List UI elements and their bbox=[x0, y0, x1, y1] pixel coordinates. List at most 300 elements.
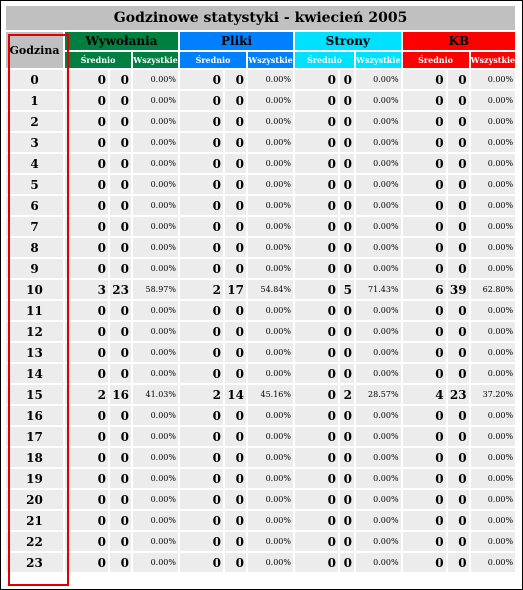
kb-percent-cell: 0.00% bbox=[471, 259, 516, 278]
page-title: Godzinowe statystyki - kwiecień 2005 bbox=[6, 6, 515, 30]
kb-percent-cell: 0.00% bbox=[471, 343, 516, 362]
strony-avg-cell: 0 bbox=[295, 70, 338, 89]
strony-avg-cell: 0 bbox=[295, 238, 338, 257]
wywolania-avg-cell: 0 bbox=[65, 490, 108, 509]
wywolania-avg-cell: 0 bbox=[65, 196, 108, 215]
table-row bbox=[6, 448, 515, 467]
wywolania-percent-cell: 0.00% bbox=[133, 301, 178, 320]
kb-total-cell: 0 bbox=[448, 448, 469, 467]
strony-avg-cell: 0 bbox=[295, 511, 338, 530]
kb-total-cell: 23 bbox=[448, 385, 469, 404]
strony-avg-cell: 0 bbox=[295, 427, 338, 446]
strony-percent-cell: 0.00% bbox=[356, 259, 401, 278]
kb-total-cell: 0 bbox=[448, 553, 469, 572]
table-row bbox=[6, 343, 515, 362]
pliki-total-cell: 0 bbox=[225, 154, 246, 173]
hour-cell: 17 bbox=[6, 427, 63, 446]
hour-cell: 11 bbox=[6, 301, 63, 320]
kb-percent-cell: 0.00% bbox=[471, 91, 516, 110]
strony-avg-cell: 0 bbox=[295, 490, 338, 509]
wywolania-total-cell: 0 bbox=[110, 322, 131, 341]
wywolania-avg-cell: 0 bbox=[65, 553, 108, 572]
wywolania-total-cell: 16 bbox=[110, 385, 131, 404]
kb-percent-cell: 0.00% bbox=[471, 238, 516, 257]
strony-percent-cell: 28.57% bbox=[356, 385, 401, 404]
kb-percent-cell: 0.00% bbox=[471, 427, 516, 446]
wywolania-avg-cell: 0 bbox=[65, 91, 108, 110]
table-row bbox=[6, 217, 515, 236]
pliki-total-cell: 0 bbox=[225, 259, 246, 278]
hour-cell: 15 bbox=[6, 385, 63, 404]
strony-total-cell: 0 bbox=[340, 364, 354, 383]
kb-percent-cell: 0.00% bbox=[471, 469, 516, 488]
wywolania-percent-cell: 0.00% bbox=[133, 259, 178, 278]
wywolania-avg-cell: 0 bbox=[65, 469, 108, 488]
kb-percent-cell: 0.00% bbox=[471, 175, 516, 194]
kb-total-cell: 0 bbox=[448, 133, 469, 152]
wywolania-avg-cell: 0 bbox=[65, 259, 108, 278]
hour-cell: 16 bbox=[6, 406, 63, 425]
hour-cell: 12 bbox=[6, 322, 63, 341]
wywolania-percent-cell: 58.97% bbox=[133, 280, 178, 299]
hour-cell: 21 bbox=[6, 511, 63, 530]
wywolania-avg-cell: 0 bbox=[65, 532, 108, 551]
strony-avg-cell: 0 bbox=[295, 301, 338, 320]
pliki-percent-cell: 0.00% bbox=[248, 175, 293, 194]
pliki-total-cell: 14 bbox=[225, 385, 246, 404]
table-row bbox=[6, 490, 515, 509]
kb-avg-cell: 0 bbox=[403, 322, 446, 341]
kb-total-cell: 0 bbox=[448, 469, 469, 488]
kb-total-cell: 0 bbox=[448, 112, 469, 131]
hour-cell: 3 bbox=[6, 133, 63, 152]
strony-total-cell: 0 bbox=[340, 406, 354, 425]
kb-percent-cell: 0.00% bbox=[471, 70, 516, 89]
subheader-all-kb: Wszystkie bbox=[471, 52, 516, 68]
strony-percent-cell: 0.00% bbox=[356, 154, 401, 173]
strony-avg-cell: 0 bbox=[295, 343, 338, 362]
pliki-percent-cell: 0.00% bbox=[248, 322, 293, 341]
pliki-percent-cell: 0.00% bbox=[248, 259, 293, 278]
pliki-avg-cell: 0 bbox=[180, 133, 223, 152]
pliki-percent-cell: 0.00% bbox=[248, 133, 293, 152]
strony-avg-cell: 0 bbox=[295, 280, 338, 299]
table-row bbox=[6, 406, 515, 425]
pliki-total-cell: 0 bbox=[225, 490, 246, 509]
strony-percent-cell: 0.00% bbox=[356, 238, 401, 257]
strony-avg-cell: 0 bbox=[295, 553, 338, 572]
kb-percent-cell: 62.80% bbox=[471, 280, 516, 299]
hour-cell: 20 bbox=[6, 490, 63, 509]
strony-percent-cell: 0.00% bbox=[356, 427, 401, 446]
wywolania-avg-cell: 2 bbox=[65, 385, 108, 404]
table-row bbox=[6, 70, 515, 89]
kb-total-cell: 0 bbox=[448, 490, 469, 509]
subheader-all-wywolania: Wszystkie bbox=[133, 52, 178, 68]
strony-total-cell: 0 bbox=[340, 532, 354, 551]
strony-percent-cell: 0.00% bbox=[356, 133, 401, 152]
pliki-percent-cell: 0.00% bbox=[248, 238, 293, 257]
kb-avg-cell: 0 bbox=[403, 133, 446, 152]
kb-avg-cell: 0 bbox=[403, 490, 446, 509]
group-header-pliki: Pliki bbox=[180, 32, 293, 50]
wywolania-total-cell: 23 bbox=[110, 280, 131, 299]
table-row bbox=[6, 154, 515, 173]
pliki-total-cell: 0 bbox=[225, 133, 246, 152]
kb-avg-cell: 0 bbox=[403, 238, 446, 257]
wywolania-percent-cell: 0.00% bbox=[133, 427, 178, 446]
kb-total-cell: 0 bbox=[448, 406, 469, 425]
pliki-percent-cell: 0.00% bbox=[248, 154, 293, 173]
kb-percent-cell: 0.00% bbox=[471, 112, 516, 131]
wywolania-total-cell: 0 bbox=[110, 553, 131, 572]
pliki-avg-cell: 0 bbox=[180, 175, 223, 194]
kb-total-cell: 39 bbox=[448, 280, 469, 299]
kb-percent-cell: 0.00% bbox=[471, 364, 516, 383]
kb-total-cell: 0 bbox=[448, 259, 469, 278]
kb-percent-cell: 37.20% bbox=[471, 385, 516, 404]
pliki-avg-cell: 0 bbox=[180, 91, 223, 110]
subheader-all-pliki: Wszystkie bbox=[248, 52, 293, 68]
strony-avg-cell: 0 bbox=[295, 322, 338, 341]
wywolania-total-cell: 0 bbox=[110, 490, 131, 509]
pliki-percent-cell: 0.00% bbox=[248, 511, 293, 530]
group-header-wywolania: Wywołania bbox=[65, 32, 178, 50]
pliki-total-cell: 0 bbox=[225, 343, 246, 362]
hour-cell: 19 bbox=[6, 469, 63, 488]
kb-total-cell: 0 bbox=[448, 238, 469, 257]
kb-avg-cell: 0 bbox=[403, 532, 446, 551]
pliki-total-cell: 0 bbox=[225, 175, 246, 194]
pliki-avg-cell: 0 bbox=[180, 511, 223, 530]
pliki-avg-cell: 0 bbox=[180, 490, 223, 509]
strony-percent-cell: 0.00% bbox=[356, 511, 401, 530]
wywolania-avg-cell: 0 bbox=[65, 364, 108, 383]
wywolania-percent-cell: 0.00% bbox=[133, 553, 178, 572]
hour-cell: 14 bbox=[6, 364, 63, 383]
wywolania-total-cell: 0 bbox=[110, 133, 131, 152]
table-row bbox=[6, 553, 515, 572]
wywolania-total-cell: 0 bbox=[110, 154, 131, 173]
wywolania-total-cell: 0 bbox=[110, 448, 131, 467]
kb-avg-cell: 0 bbox=[403, 364, 446, 383]
kb-avg-cell: 0 bbox=[403, 343, 446, 362]
kb-avg-cell: 0 bbox=[403, 469, 446, 488]
kb-avg-cell: 0 bbox=[403, 406, 446, 425]
pliki-total-cell: 0 bbox=[225, 301, 246, 320]
wywolania-total-cell: 0 bbox=[110, 238, 131, 257]
strony-total-cell: 0 bbox=[340, 175, 354, 194]
group-header-strony: Strony bbox=[295, 32, 401, 50]
kb-total-cell: 0 bbox=[448, 364, 469, 383]
strony-total-cell: 0 bbox=[340, 70, 354, 89]
subheader-all-strony: Wszystkie bbox=[356, 52, 401, 68]
strony-percent-cell: 0.00% bbox=[356, 196, 401, 215]
pliki-total-cell: 0 bbox=[225, 217, 246, 236]
strony-percent-cell: 0.00% bbox=[356, 91, 401, 110]
pliki-avg-cell: 0 bbox=[180, 532, 223, 551]
pliki-percent-cell: 45.16% bbox=[248, 385, 293, 404]
strony-avg-cell: 0 bbox=[295, 154, 338, 173]
wywolania-total-cell: 0 bbox=[110, 70, 131, 89]
subheader-avg-pliki: Średnio bbox=[180, 52, 246, 68]
kb-percent-cell: 0.00% bbox=[471, 448, 516, 467]
hourly-stats-table bbox=[4, 4, 517, 574]
strony-percent-cell: 0.00% bbox=[356, 301, 401, 320]
kb-avg-cell: 6 bbox=[403, 280, 446, 299]
wywolania-total-cell: 0 bbox=[110, 301, 131, 320]
strony-avg-cell: 0 bbox=[295, 217, 338, 236]
strony-percent-cell: 0.00% bbox=[356, 469, 401, 488]
kb-total-cell: 0 bbox=[448, 532, 469, 551]
pliki-total-cell: 0 bbox=[225, 238, 246, 257]
wywolania-avg-cell: 0 bbox=[65, 448, 108, 467]
kb-percent-cell: 0.00% bbox=[471, 511, 516, 530]
strony-percent-cell: 0.00% bbox=[356, 364, 401, 383]
group-header-kb: KB bbox=[403, 32, 516, 50]
hour-cell: 8 bbox=[6, 238, 63, 257]
pliki-percent-cell: 0.00% bbox=[248, 196, 293, 215]
strony-total-cell: 0 bbox=[340, 490, 354, 509]
pliki-percent-cell: 54.84% bbox=[248, 280, 293, 299]
hour-cell: 2 bbox=[6, 112, 63, 131]
table-row bbox=[6, 196, 515, 215]
strony-percent-cell: 71.43% bbox=[356, 280, 401, 299]
subheader-avg-strony: Średnio bbox=[295, 52, 354, 68]
pliki-total-cell: 0 bbox=[225, 427, 246, 446]
kb-avg-cell: 0 bbox=[403, 301, 446, 320]
wywolania-total-cell: 0 bbox=[110, 343, 131, 362]
kb-total-cell: 0 bbox=[448, 175, 469, 194]
pliki-total-cell: 0 bbox=[225, 322, 246, 341]
pliki-avg-cell: 0 bbox=[180, 154, 223, 173]
wywolania-total-cell: 0 bbox=[110, 112, 131, 131]
pliki-percent-cell: 0.00% bbox=[248, 364, 293, 383]
kb-total-cell: 0 bbox=[448, 217, 469, 236]
strony-avg-cell: 0 bbox=[295, 406, 338, 425]
kb-avg-cell: 0 bbox=[403, 259, 446, 278]
kb-avg-cell: 0 bbox=[403, 196, 446, 215]
kb-total-cell: 0 bbox=[448, 343, 469, 362]
kb-avg-cell: 0 bbox=[403, 112, 446, 131]
strony-total-cell: 0 bbox=[340, 154, 354, 173]
wywolania-total-cell: 0 bbox=[110, 406, 131, 425]
kb-total-cell: 0 bbox=[448, 154, 469, 173]
strony-total-cell: 0 bbox=[340, 133, 354, 152]
pliki-percent-cell: 0.00% bbox=[248, 301, 293, 320]
strony-percent-cell: 0.00% bbox=[356, 532, 401, 551]
wywolania-percent-cell: 0.00% bbox=[133, 343, 178, 362]
pliki-total-cell: 0 bbox=[225, 364, 246, 383]
wywolania-percent-cell: 0.00% bbox=[133, 406, 178, 425]
strony-avg-cell: 0 bbox=[295, 133, 338, 152]
table-row bbox=[6, 133, 515, 152]
wywolania-avg-cell: 0 bbox=[65, 301, 108, 320]
pliki-total-cell: 0 bbox=[225, 511, 246, 530]
wywolania-total-cell: 0 bbox=[110, 427, 131, 446]
pliki-total-cell: 0 bbox=[225, 448, 246, 467]
table-row bbox=[6, 238, 515, 257]
wywolania-percent-cell: 0.00% bbox=[133, 133, 178, 152]
strony-percent-cell: 0.00% bbox=[356, 553, 401, 572]
strony-avg-cell: 0 bbox=[295, 532, 338, 551]
hour-cell: 4 bbox=[6, 154, 63, 173]
kb-total-cell: 0 bbox=[448, 322, 469, 341]
kb-avg-cell: 0 bbox=[403, 154, 446, 173]
strony-avg-cell: 0 bbox=[295, 385, 338, 404]
kb-avg-cell: 0 bbox=[403, 511, 446, 530]
wywolania-avg-cell: 0 bbox=[65, 112, 108, 131]
pliki-total-cell: 0 bbox=[225, 196, 246, 215]
pliki-percent-cell: 0.00% bbox=[248, 70, 293, 89]
strony-percent-cell: 0.00% bbox=[356, 406, 401, 425]
strony-avg-cell: 0 bbox=[295, 196, 338, 215]
table-row bbox=[6, 385, 515, 404]
wywolania-percent-cell: 0.00% bbox=[133, 469, 178, 488]
table-row bbox=[6, 280, 515, 299]
kb-percent-cell: 0.00% bbox=[471, 532, 516, 551]
table-row bbox=[6, 175, 515, 194]
pliki-avg-cell: 0 bbox=[180, 196, 223, 215]
kb-percent-cell: 0.00% bbox=[471, 133, 516, 152]
kb-total-cell: 0 bbox=[448, 511, 469, 530]
pliki-avg-cell: 0 bbox=[180, 343, 223, 362]
wywolania-percent-cell: 0.00% bbox=[133, 364, 178, 383]
strony-total-cell: 0 bbox=[340, 112, 354, 131]
pliki-avg-cell: 0 bbox=[180, 301, 223, 320]
wywolania-percent-cell: 0.00% bbox=[133, 196, 178, 215]
hour-cell: 10 bbox=[6, 280, 63, 299]
pliki-percent-cell: 0.00% bbox=[248, 448, 293, 467]
pliki-avg-cell: 2 bbox=[180, 280, 223, 299]
wywolania-total-cell: 0 bbox=[110, 532, 131, 551]
kb-avg-cell: 0 bbox=[403, 91, 446, 110]
strony-avg-cell: 0 bbox=[295, 91, 338, 110]
pliki-total-cell: 0 bbox=[225, 532, 246, 551]
wywolania-avg-cell: 0 bbox=[65, 427, 108, 446]
wywolania-percent-cell: 0.00% bbox=[133, 532, 178, 551]
wywolania-total-cell: 0 bbox=[110, 469, 131, 488]
kb-avg-cell: 0 bbox=[403, 175, 446, 194]
kb-avg-cell: 0 bbox=[403, 70, 446, 89]
strony-total-cell: 0 bbox=[340, 91, 354, 110]
kb-total-cell: 0 bbox=[448, 301, 469, 320]
table-row bbox=[6, 301, 515, 320]
wywolania-avg-cell: 0 bbox=[65, 343, 108, 362]
strony-total-cell: 0 bbox=[340, 511, 354, 530]
strony-percent-cell: 0.00% bbox=[356, 448, 401, 467]
strony-percent-cell: 0.00% bbox=[356, 490, 401, 509]
pliki-percent-cell: 0.00% bbox=[248, 427, 293, 446]
strony-total-cell: 0 bbox=[340, 427, 354, 446]
strony-total-cell: 0 bbox=[340, 448, 354, 467]
kb-avg-cell: 0 bbox=[403, 427, 446, 446]
wywolania-percent-cell: 0.00% bbox=[133, 91, 178, 110]
table-row bbox=[6, 532, 515, 551]
strony-avg-cell: 0 bbox=[295, 364, 338, 383]
pliki-avg-cell: 0 bbox=[180, 406, 223, 425]
wywolania-percent-cell: 0.00% bbox=[133, 322, 178, 341]
pliki-avg-cell: 0 bbox=[180, 238, 223, 257]
wywolania-percent-cell: 0.00% bbox=[133, 70, 178, 89]
wywolania-total-cell: 0 bbox=[110, 217, 131, 236]
strony-total-cell: 0 bbox=[340, 322, 354, 341]
wywolania-total-cell: 0 bbox=[110, 259, 131, 278]
pliki-total-cell: 0 bbox=[225, 553, 246, 572]
pliki-total-cell: 17 bbox=[225, 280, 246, 299]
strony-percent-cell: 0.00% bbox=[356, 343, 401, 362]
hour-cell: 1 bbox=[6, 91, 63, 110]
strony-total-cell: 0 bbox=[340, 238, 354, 257]
subheader-avg-kb: Średnio bbox=[403, 52, 469, 68]
kb-avg-cell: 4 bbox=[403, 385, 446, 404]
strony-percent-cell: 0.00% bbox=[356, 70, 401, 89]
hour-cell: 9 bbox=[6, 259, 63, 278]
pliki-percent-cell: 0.00% bbox=[248, 469, 293, 488]
table-row bbox=[6, 259, 515, 278]
pliki-percent-cell: 0.00% bbox=[248, 217, 293, 236]
wywolania-avg-cell: 0 bbox=[65, 511, 108, 530]
wywolania-total-cell: 0 bbox=[110, 91, 131, 110]
wywolania-avg-cell: 0 bbox=[65, 217, 108, 236]
wywolania-total-cell: 0 bbox=[110, 196, 131, 215]
hour-column-header: Godzina bbox=[6, 32, 63, 68]
table-row bbox=[6, 112, 515, 131]
pliki-total-cell: 0 bbox=[225, 469, 246, 488]
stats-body bbox=[6, 70, 515, 572]
strony-avg-cell: 0 bbox=[295, 175, 338, 194]
kb-total-cell: 0 bbox=[448, 91, 469, 110]
kb-percent-cell: 0.00% bbox=[471, 217, 516, 236]
strony-total-cell: 2 bbox=[340, 385, 354, 404]
strony-percent-cell: 0.00% bbox=[356, 175, 401, 194]
wywolania-percent-cell: 0.00% bbox=[133, 448, 178, 467]
hour-cell: 5 bbox=[6, 175, 63, 194]
pliki-total-cell: 0 bbox=[225, 91, 246, 110]
pliki-percent-cell: 0.00% bbox=[248, 406, 293, 425]
wywolania-percent-cell: 0.00% bbox=[133, 154, 178, 173]
wywolania-avg-cell: 3 bbox=[65, 280, 108, 299]
kb-avg-cell: 0 bbox=[403, 553, 446, 572]
wywolania-percent-cell: 0.00% bbox=[133, 238, 178, 257]
wywolania-total-cell: 0 bbox=[110, 511, 131, 530]
wywolania-percent-cell: 41.03% bbox=[133, 385, 178, 404]
strony-percent-cell: 0.00% bbox=[356, 217, 401, 236]
pliki-percent-cell: 0.00% bbox=[248, 91, 293, 110]
hour-cell: 0 bbox=[6, 70, 63, 89]
strony-total-cell: 0 bbox=[340, 301, 354, 320]
wywolania-avg-cell: 0 bbox=[65, 322, 108, 341]
pliki-avg-cell: 0 bbox=[180, 364, 223, 383]
pliki-avg-cell: 0 bbox=[180, 553, 223, 572]
pliki-avg-cell: 0 bbox=[180, 70, 223, 89]
kb-percent-cell: 0.00% bbox=[471, 154, 516, 173]
kb-percent-cell: 0.00% bbox=[471, 196, 516, 215]
kb-total-cell: 0 bbox=[448, 196, 469, 215]
wywolania-percent-cell: 0.00% bbox=[133, 175, 178, 194]
table-row bbox=[6, 91, 515, 110]
subheader-avg-wywolania: Średnio bbox=[65, 52, 131, 68]
wywolania-percent-cell: 0.00% bbox=[133, 490, 178, 509]
strony-total-cell: 0 bbox=[340, 469, 354, 488]
kb-percent-cell: 0.00% bbox=[471, 553, 516, 572]
hour-cell: 22 bbox=[6, 532, 63, 551]
pliki-percent-cell: 0.00% bbox=[248, 490, 293, 509]
wywolania-percent-cell: 0.00% bbox=[133, 112, 178, 131]
pliki-percent-cell: 0.00% bbox=[248, 553, 293, 572]
hour-cell: 13 bbox=[6, 343, 63, 362]
strony-avg-cell: 0 bbox=[295, 112, 338, 131]
